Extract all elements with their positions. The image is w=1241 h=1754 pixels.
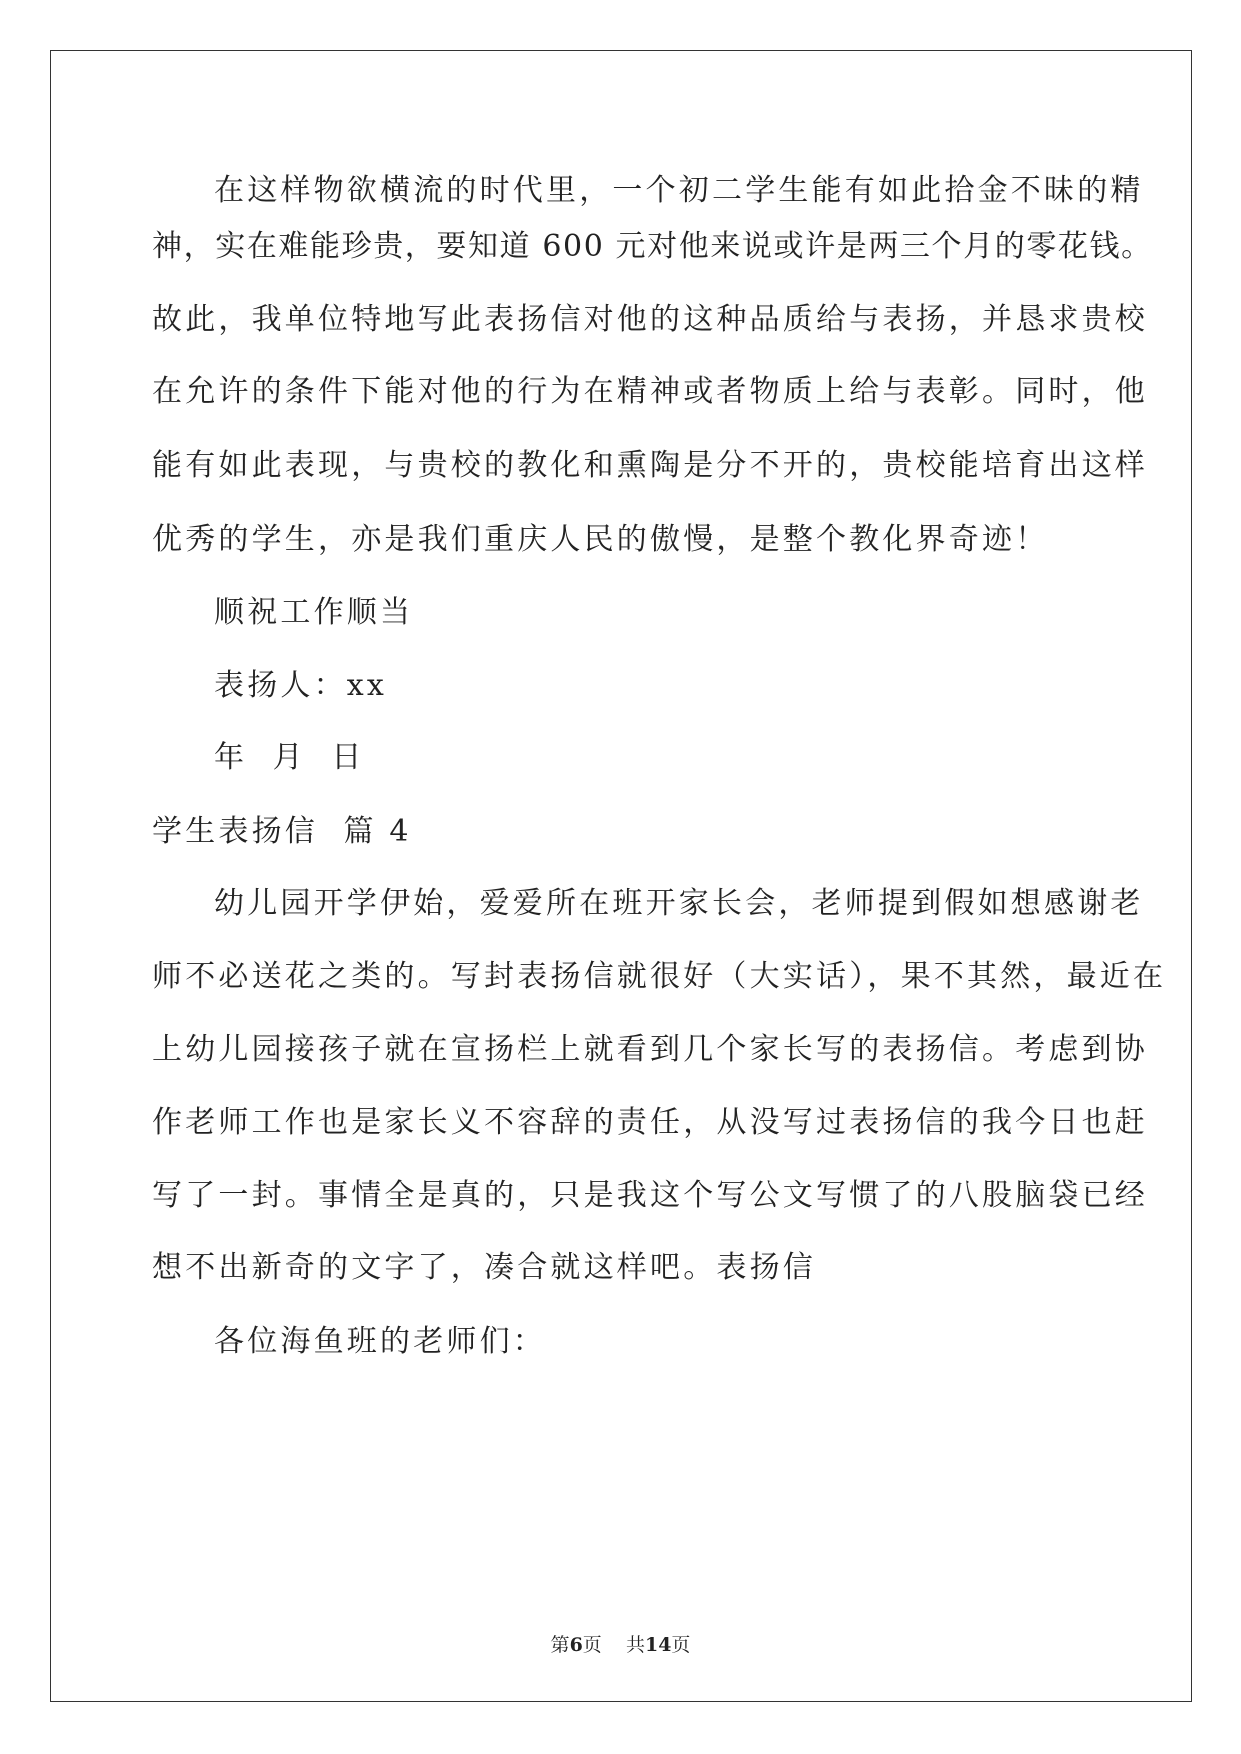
date-line: 年 月 日 <box>214 740 365 775</box>
page-footer <box>0 1633 1241 1657</box>
paragraph-line: 故此，我单位特地写此表扬信对他的这种品质给与表扬，并恳求贵校 <box>152 302 1148 337</box>
paragraph-line: 想不出新奇的文字了，凑合就这样吧。表扬信 <box>152 1250 816 1285</box>
footer-mid: 页 共 <box>582 1634 645 1656</box>
paragraph-line: 能有如此表现，与贵校的教化和熏陶是分不开的，贵校能培育出这样 <box>152 448 1148 483</box>
footer-suffix: 页 <box>671 1634 691 1656</box>
total-page-count: 14 <box>644 1634 672 1656</box>
closing-greeting: 顺祝工作顺当 <box>214 595 414 630</box>
paragraph-line: 神，实在难能珍贵，要知道 600 元对他来说或许是两三个月的零花钱。 <box>152 229 1153 264</box>
current-page-number: 6 <box>569 1634 583 1656</box>
paragraph-line: 写了一封。事情全是真的，只是我这个写公文写惯了的八股脑袋已经 <box>152 1178 1148 1213</box>
paragraph-line: 作老师工作也是家长义不容辞的责任，从没写过表扬信的我今日也赶 <box>152 1105 1148 1140</box>
signature-line: 表扬人：xx <box>214 668 388 703</box>
page-border <box>50 50 1192 1702</box>
paragraph-line: 在这样物欲横流的时代里，一个初二学生能有如此拾金不昧的精 <box>214 173 1144 208</box>
paragraph-line: 上幼儿园接孩子就在宣扬栏上就看到几个家长写的表扬信。考虑到协 <box>152 1032 1148 1067</box>
paragraph-line: 在允许的条件下能对他的行为在精神或者物质上给与表彰。同时，他 <box>152 374 1148 409</box>
paragraph-line: 师不必送花之类的。写封表扬信就很好（大实话），果不其然，最近在 <box>152 959 1167 994</box>
footer-prefix: 第 <box>550 1634 570 1656</box>
salutation-line: 各位海鱼班的老师们： <box>214 1324 546 1359</box>
section-heading: 学生表扬信 篇 4 <box>152 814 412 849</box>
paragraph-line: 幼儿园开学伊始，爱爱所在班开家长会，老师提到假如想感谢老 <box>214 886 1144 921</box>
paragraph-line: 优秀的学生，亦是我们重庆人民的傲慢，是整个教化界奇迹！ <box>152 522 1049 557</box>
